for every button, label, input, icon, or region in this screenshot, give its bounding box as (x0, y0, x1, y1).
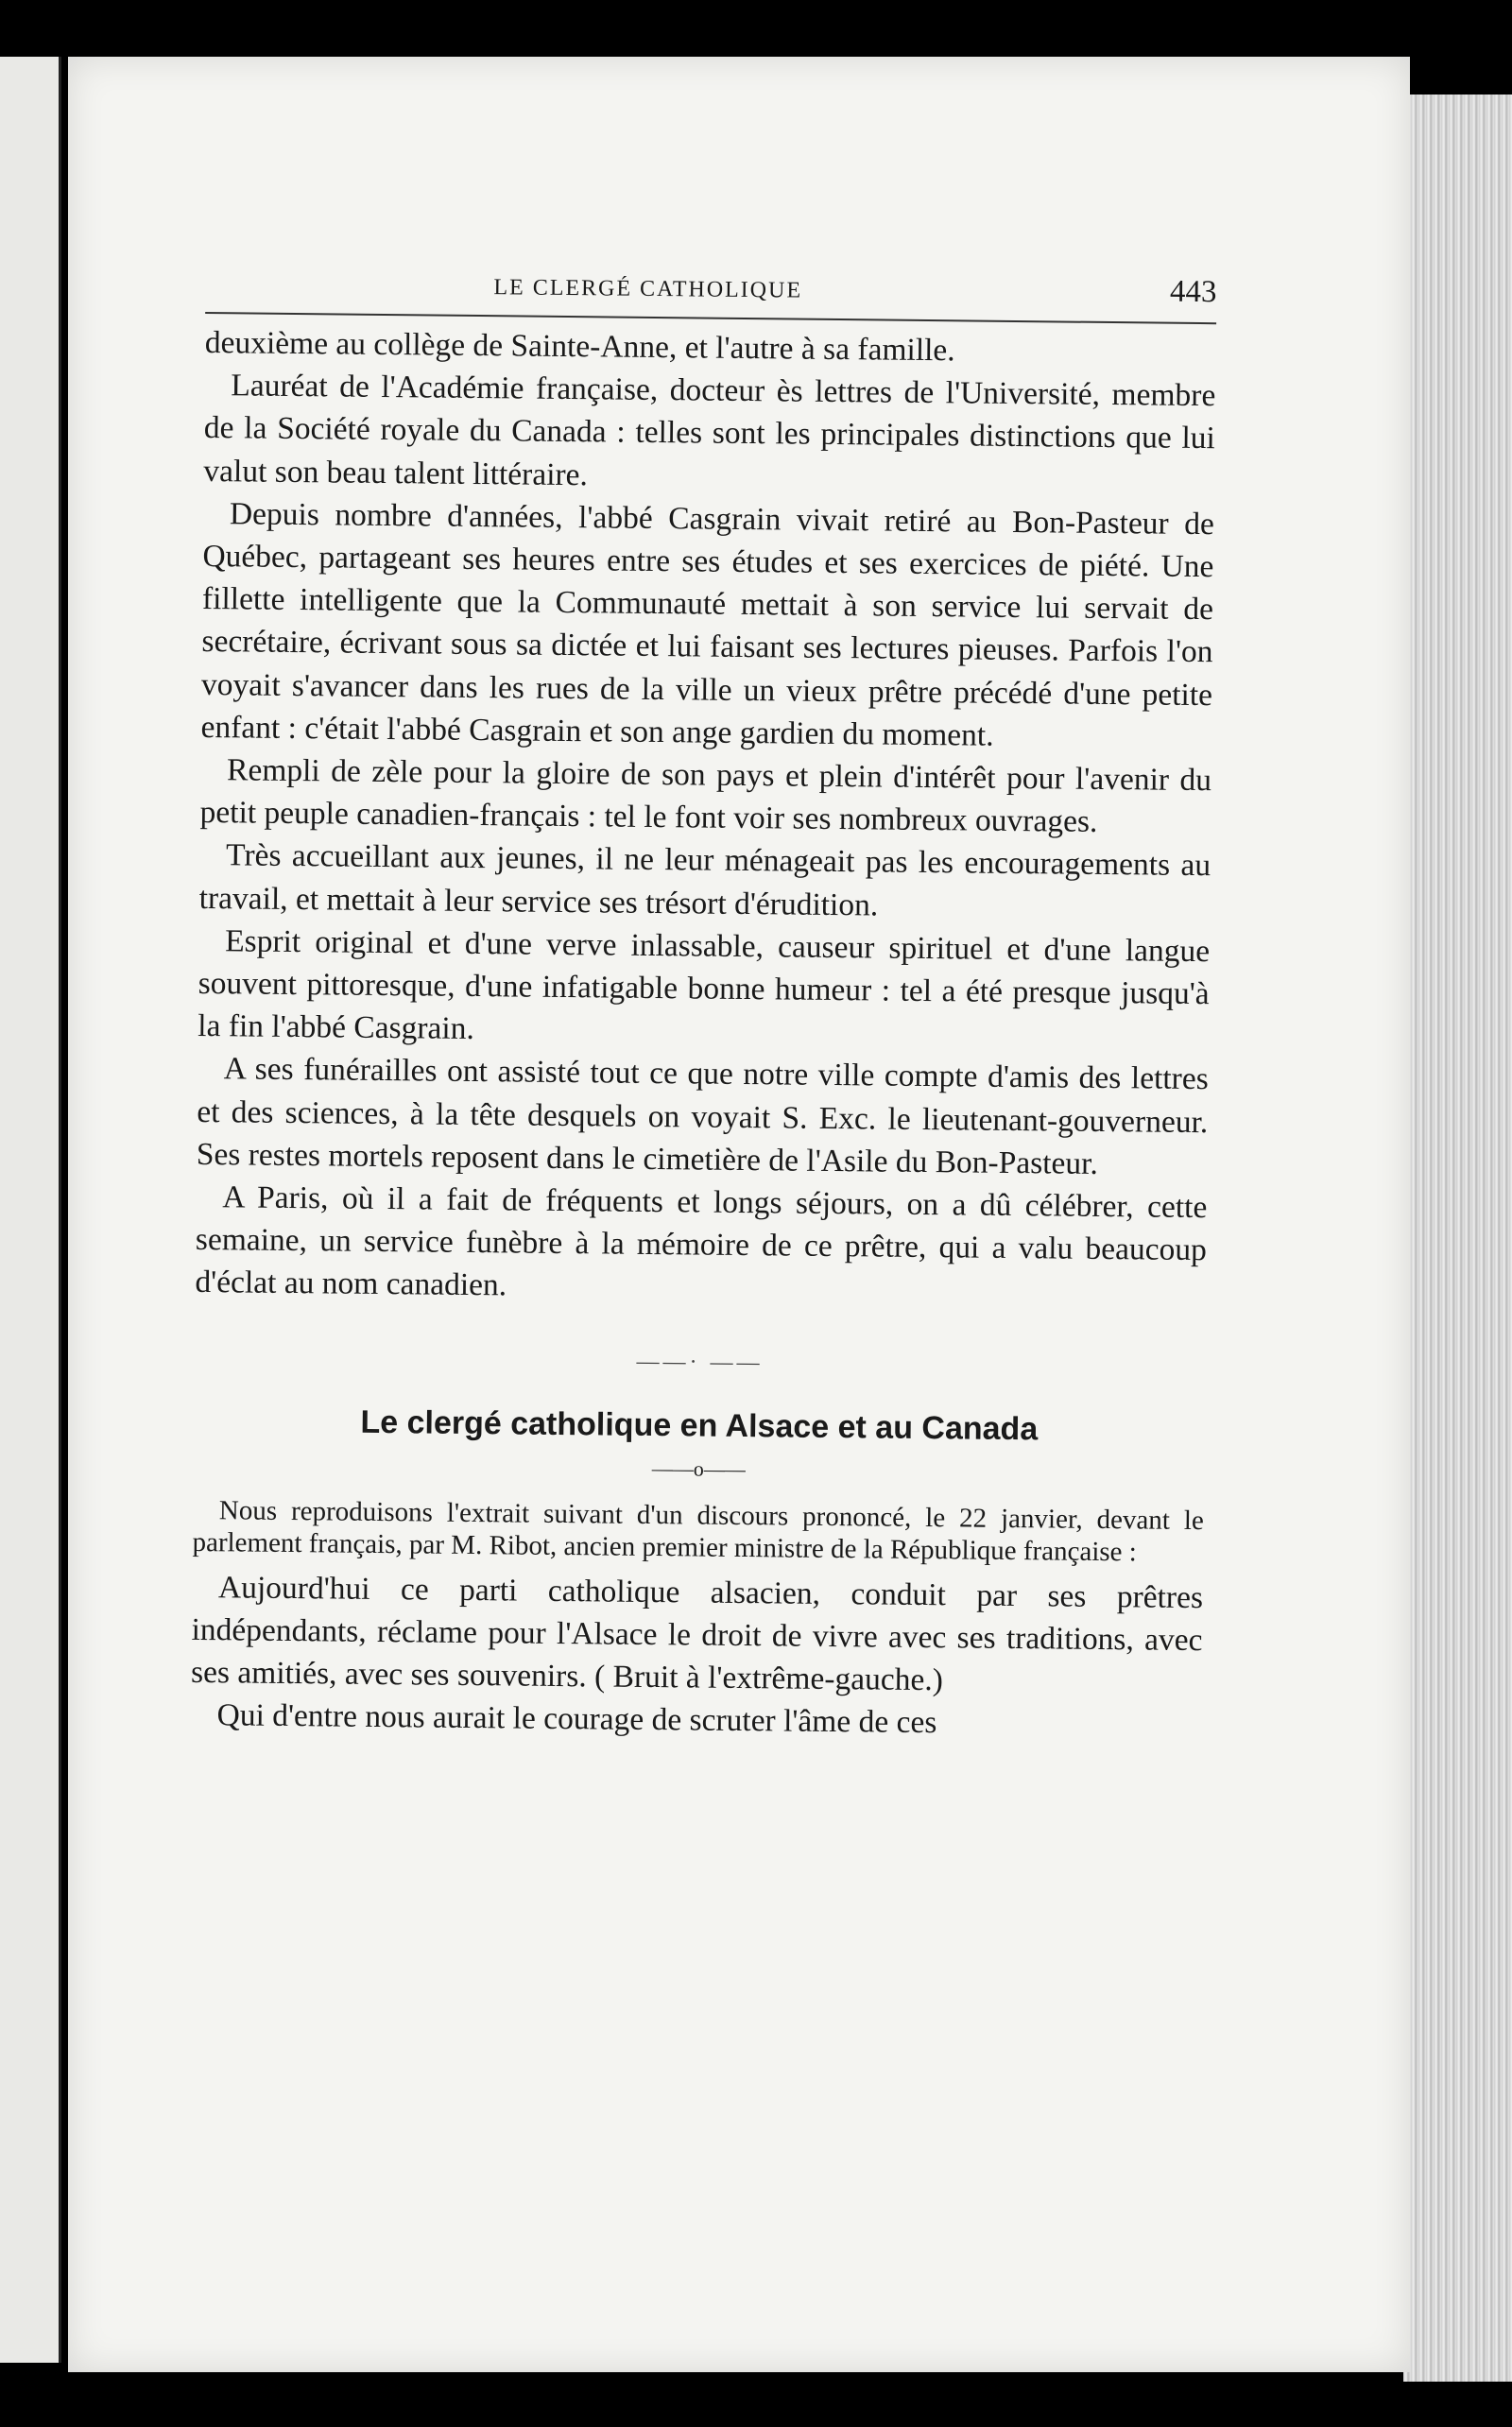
running-head (205, 265, 1216, 324)
paragraph: Depuis nombre d'années, l'abbé Casgrain vivait retiré au Bon-Pasteur de Québec, partageant ses heures entre ses études et ses exercices de piété. Une fillette intelligente que la Communauté mettait à son service lui servait de secrétaire, écrivant sous sa dictée et lui faisant ses lectures pieuses. Parfois l'on voyait s'avancer dans les rues de la ville un vieux prêtre précédé d'une petite enfant : c'était l'abbé Casgrain et son ange gardien du moment. (200, 496, 1215, 753)
paragraph: Très accueillant aux jeunes, il ne leur ménageait pas les encouragements au travail, et mettait à leur service ses trésort d'érudition. (198, 837, 1211, 923)
page-number: 443 (1169, 274, 1217, 310)
text-block (190, 57, 1219, 1741)
paragraph: A ses funérailles ont assisté tout ce que notre ville compte d'amis des lettres et des sciences, à la tête desquels on voyait S. Exc. le lieutenant-gouverneur. Ses restes mortels reposent dans le cimetière de l'Asile du Bon-Pasteur. (196, 1051, 1209, 1181)
section-ornament: ——· —— (636, 1349, 764, 1375)
article-body (190, 321, 1216, 1747)
quote-paragraph: Aujourd'hui ce parti catholique alsacien, conduit par ses prêtres indépendants, réclame pour l'Alsace le droit de vivre avec ses traditions, avec ses amitiés, avec ses souvenirs. ( Bruit à l'extrême-gauche.) (190, 1570, 1204, 1698)
paragraph: Lauréat de l'Académie française, docteur ès lettres de l'Université, membre de la Société royale du Canada : telles sont les principales distinctions que lui valut son beau talent littéraire. (203, 368, 1216, 492)
paragraph: Esprit original et d'une verve inlassable, causeur spirituel et d'une langue souvent pittoresque, d'une infatigable bonne humeur : tel a été presque jusqu'à la fin l'abbé Casgrain. (198, 923, 1211, 1047)
paragraph: A Paris, où il a fait de fréquents et longs séjours, on a dû célébrer, cette semaine, un service funèbre à la mémoire de ce prêtre, qui a valu beaucoup d'éclat au nom canadien. (195, 1179, 1208, 1303)
paragraph: Rempli de zèle pour la gloire de son pays et plein d'intérêt pour l'avenir du petit peuple canadien-français : tel le font voir ses nombreux ouvrages. (199, 752, 1212, 840)
heading-rule: ——o—— (651, 1456, 747, 1482)
quoted-speech (190, 1566, 1203, 1747)
running-title: LE CLERGÉ CATHOLIQUE (493, 275, 803, 303)
book-page-edges (1403, 95, 1512, 2382)
left-page-edge (0, 57, 61, 2363)
book-page (68, 57, 1410, 2372)
intro-paragraph: Nous reproduisons l'extrait suivant d'un discours prononcé, le 22 janvier, devant le parlement français, par M. Ribot, ancien premier ministre de la République française : (192, 1495, 1205, 1568)
quote-paragraph: Qui d'entre nous aurait le courage de scruter l'âme de ces (216, 1697, 937, 1741)
paragraph: deuxième au collège de Sainte-Anne, et l'autre à sa famille. (204, 324, 955, 369)
section-heading: Le clergé catholique en Alsace et au Canada (360, 1403, 1039, 1448)
section-intro (192, 1494, 1204, 1569)
